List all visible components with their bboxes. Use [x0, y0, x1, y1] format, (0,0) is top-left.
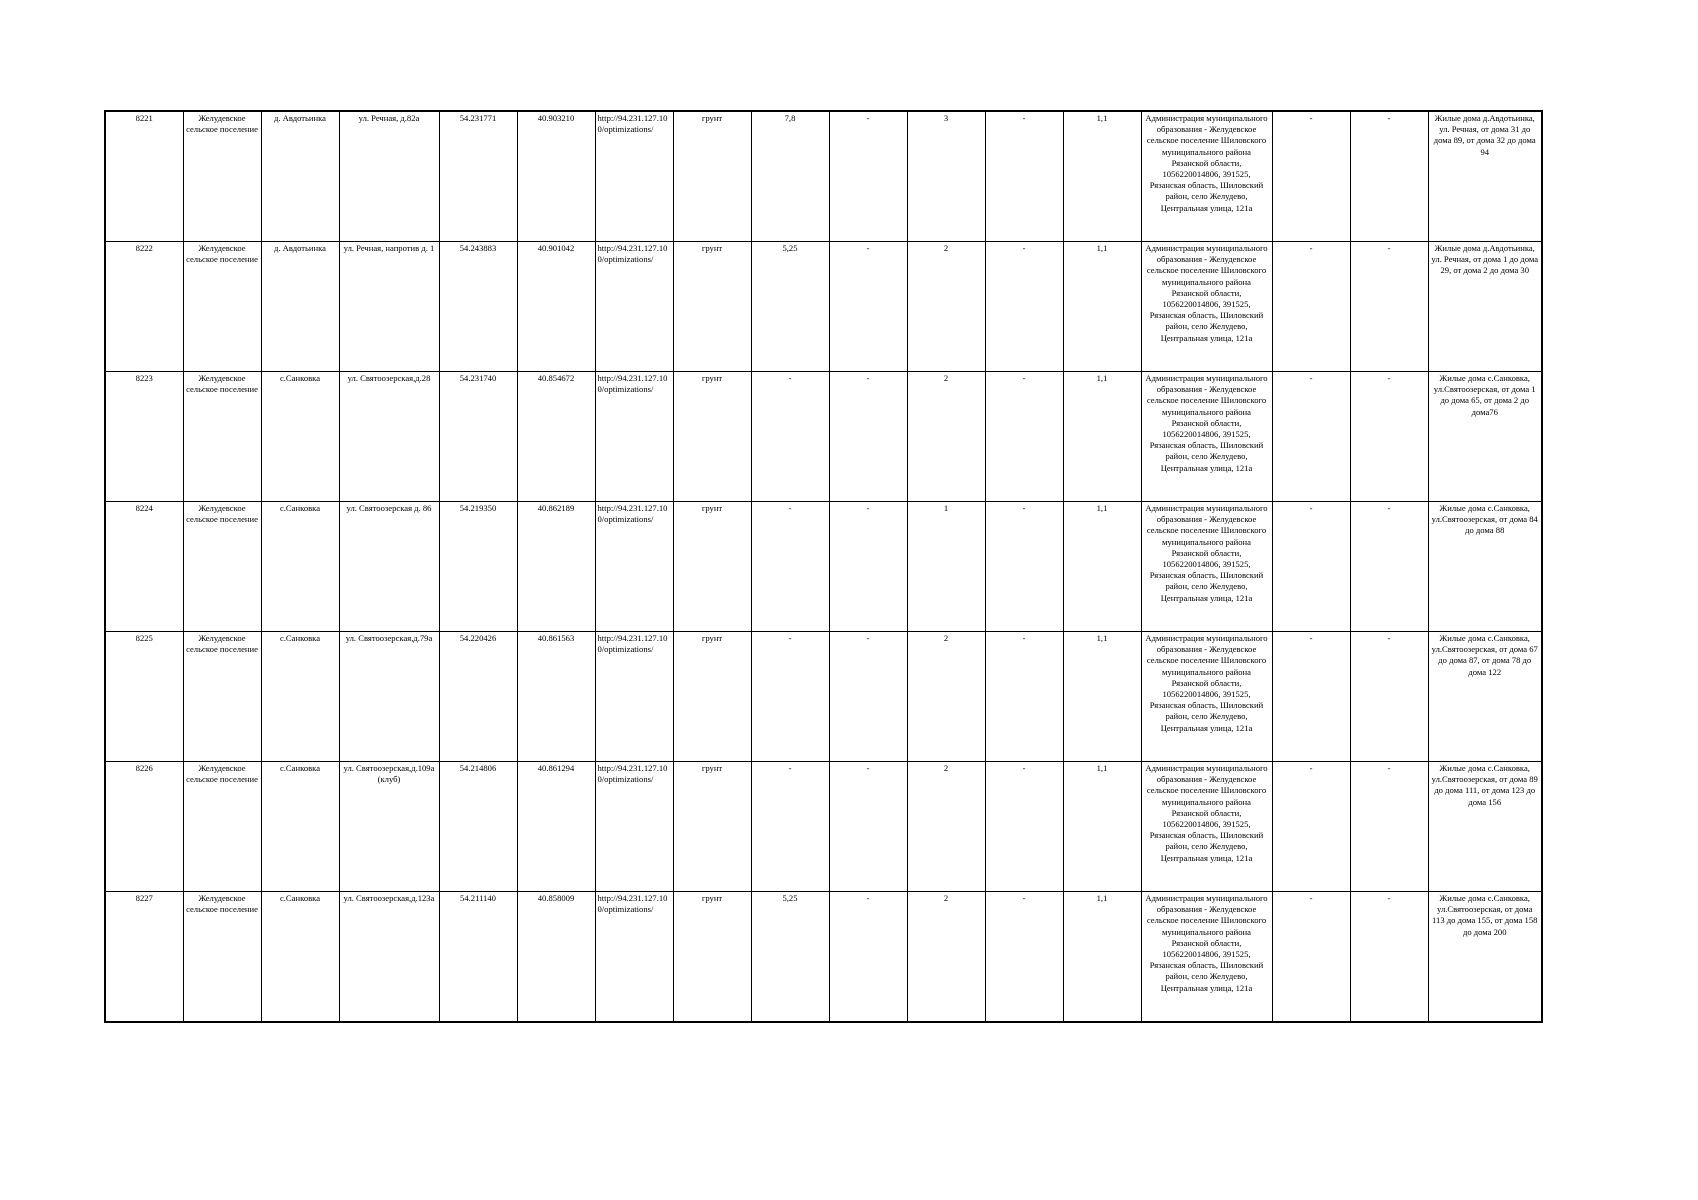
cell-col15: -: [1272, 762, 1350, 892]
registry-table: [104, 110, 1543, 1023]
cell-volume: 1,1: [1063, 502, 1141, 632]
cell-sources: Жилые дома с.Санковка, ул.Святоозерская, от дома 89 до дома 111, от дома 123 до дома 156: [1428, 762, 1542, 892]
cell-area: -: [751, 502, 829, 632]
cell-col15: -: [1272, 502, 1350, 632]
cell-latitude: 54.211140: [439, 892, 517, 1023]
cell-surface: грунт: [673, 762, 751, 892]
cell-col16: -: [1350, 372, 1428, 502]
cell-col10: -: [829, 372, 907, 502]
cell-id: 8222: [105, 242, 183, 372]
cell-link[interactable]: http://94.231.127.100/optimizations/: [595, 892, 673, 1023]
cell-col10: -: [829, 502, 907, 632]
cell-sources: Жилые дома с.Санковка, ул.Святоозерская, от дома 67 до дома 87, от дома 78 до дома 122: [1428, 632, 1542, 762]
cell-settlement: Желудевское сельское поселение: [183, 111, 261, 242]
cell-id: 8224: [105, 502, 183, 632]
cell-area: -: [751, 372, 829, 502]
cell-col15: -: [1272, 111, 1350, 242]
cell-volume: 1,1: [1063, 372, 1141, 502]
cell-col10: -: [829, 762, 907, 892]
cell-longitude: 40.858009: [517, 892, 595, 1023]
table-row: [105, 892, 1542, 1023]
cell-locality: д. Авдотьинка: [261, 111, 339, 242]
cell-address: ул. Речная, напротив д. 1: [339, 242, 439, 372]
cell-col16: -: [1350, 111, 1428, 242]
cell-longitude: 40.862189: [517, 502, 595, 632]
cell-containers: 2: [907, 632, 985, 762]
cell-settlement: Желудевское сельское поселение: [183, 502, 261, 632]
cell-latitude: 54.214806: [439, 762, 517, 892]
cell-col15: -: [1272, 892, 1350, 1023]
cell-settlement: Желудевское сельское поселение: [183, 372, 261, 502]
cell-col12: -: [985, 372, 1063, 502]
cell-locality: с.Санковка: [261, 502, 339, 632]
cell-longitude: 40.903210: [517, 111, 595, 242]
cell-col12: -: [985, 892, 1063, 1023]
cell-surface: грунт: [673, 632, 751, 762]
table-row: [105, 502, 1542, 632]
cell-col12: -: [985, 502, 1063, 632]
table-row: [105, 632, 1542, 762]
table-row: [105, 762, 1542, 892]
cell-longitude: 40.861294: [517, 762, 595, 892]
cell-col15: -: [1272, 242, 1350, 372]
cell-locality: с.Санковка: [261, 372, 339, 502]
cell-link[interactable]: http://94.231.127.100/optimizations/: [595, 502, 673, 632]
cell-longitude: 40.861563: [517, 632, 595, 762]
cell-id: 8225: [105, 632, 183, 762]
cell-containers: 2: [907, 372, 985, 502]
cell-col12: -: [985, 762, 1063, 892]
cell-locality: д. Авдотьинка: [261, 242, 339, 372]
cell-containers: 2: [907, 892, 985, 1023]
cell-col15: -: [1272, 632, 1350, 762]
cell-volume: 1,1: [1063, 632, 1141, 762]
cell-address: ул. Святоозерская,д.123а: [339, 892, 439, 1023]
cell-sources: Жилые дома с.Санковка, ул.Святоозерская, от дома 84 до дома 88: [1428, 502, 1542, 632]
cell-col12: -: [985, 111, 1063, 242]
cell-settlement: Желудевское сельское поселение: [183, 762, 261, 892]
cell-locality: с.Санковка: [261, 632, 339, 762]
cell-col16: -: [1350, 242, 1428, 372]
cell-latitude: 54.219350: [439, 502, 517, 632]
cell-sources: Жилые дома д.Авдотьинка, ул. Речная, от дома 1 до дома 29, от дома 2 до дома 30: [1428, 242, 1542, 372]
cell-area: -: [751, 632, 829, 762]
cell-containers: 3: [907, 111, 985, 242]
cell-col10: -: [829, 242, 907, 372]
cell-link[interactable]: http://94.231.127.100/optimizations/: [595, 111, 673, 242]
cell-id: 8226: [105, 762, 183, 892]
cell-col12: -: [985, 242, 1063, 372]
cell-col10: -: [829, 632, 907, 762]
cell-col16: -: [1350, 502, 1428, 632]
cell-area: -: [751, 762, 829, 892]
cell-surface: грунт: [673, 502, 751, 632]
cell-surface: грунт: [673, 111, 751, 242]
cell-area: 5,25: [751, 242, 829, 372]
cell-address: ул. Речная, д.82а: [339, 111, 439, 242]
cell-address: ул. Святоозерская,д.79а: [339, 632, 439, 762]
table-row: [105, 111, 1542, 242]
cell-containers: 1: [907, 502, 985, 632]
cell-link[interactable]: http://94.231.127.100/optimizations/: [595, 632, 673, 762]
cell-address: ул. Святоозерская,д.28: [339, 372, 439, 502]
cell-link[interactable]: http://94.231.127.100/optimizations/: [595, 242, 673, 372]
cell-area: 5,25: [751, 892, 829, 1023]
cell-settlement: Желудевское сельское поселение: [183, 632, 261, 762]
cell-latitude: 54.231740: [439, 372, 517, 502]
cell-surface: грунт: [673, 372, 751, 502]
cell-owner: Администрация муниципального образования - Желудевское сельское поселение Шиловского муниципального района Рязанской области, 1056220014806, 391525, Рязанская область, Шиловский район, село Желудево, Центральная улица, 121а: [1141, 892, 1272, 1023]
cell-surface: грунт: [673, 242, 751, 372]
cell-latitude: 54.231771: [439, 111, 517, 242]
cell-containers: 2: [907, 242, 985, 372]
cell-volume: 1,1: [1063, 762, 1141, 892]
cell-col15: -: [1272, 372, 1350, 502]
cell-volume: 1,1: [1063, 111, 1141, 242]
cell-link[interactable]: http://94.231.127.100/optimizations/: [595, 762, 673, 892]
cell-link[interactable]: http://94.231.127.100/optimizations/: [595, 372, 673, 502]
cell-col10: -: [829, 892, 907, 1023]
cell-address: ул. Святоозерская,д.109а (клуб): [339, 762, 439, 892]
cell-col10: -: [829, 111, 907, 242]
cell-volume: 1,1: [1063, 242, 1141, 372]
cell-settlement: Желудевское сельское поселение: [183, 892, 261, 1023]
table-row: [105, 242, 1542, 372]
cell-area: 7,8: [751, 111, 829, 242]
cell-col16: -: [1350, 632, 1428, 762]
cell-containers: 2: [907, 762, 985, 892]
cell-locality: с.Санковка: [261, 892, 339, 1023]
cell-sources: Жилые дома д.Авдотьинка, ул. Речная, от дома 31 до дома 89, от дома 32 до дома 94: [1428, 111, 1542, 242]
cell-col12: -: [985, 632, 1063, 762]
cell-owner: Администрация муниципального образования - Желудевское сельское поселение Шиловского муниципального района Рязанской области, 1056220014806, 391525, Рязанская область, Шиловский район, село Желудево, Центральная улица, 121а: [1141, 502, 1272, 632]
cell-owner: Администрация муниципального образования - Желудевское сельское поселение Шиловского муниципального района Рязанской области, 1056220014806, 391525, Рязанская область, Шиловский район, село Желудево, Центральная улица, 121а: [1141, 372, 1272, 502]
cell-owner: Администрация муниципального образования - Желудевское сельское поселение Шиловского муниципального района Рязанской области, 1056220014806, 391525, Рязанская область, Шиловский район, село Желудево, Центральная улица, 121а: [1141, 242, 1272, 372]
cell-surface: грунт: [673, 892, 751, 1023]
cell-owner: Администрация муниципального образования - Желудевское сельское поселение Шиловского муниципального района Рязанской области, 1056220014806, 391525, Рязанская область, Шиловский район, село Желудево, Центральная улица, 121а: [1141, 632, 1272, 762]
table-row: [105, 372, 1542, 502]
cell-owner: Администрация муниципального образования - Желудевское сельское поселение Шиловского муниципального района Рязанской области, 1056220014806, 391525, Рязанская область, Шиловский район, село Желудево, Центральная улица, 121а: [1141, 762, 1272, 892]
cell-sources: Жилые дома с.Санковка, ул.Святоозерская, от дома 1 до дома 65, от дома 2 до дома76: [1428, 372, 1542, 502]
cell-latitude: 54.243883: [439, 242, 517, 372]
cell-address: ул. Святоозерская д. 86: [339, 502, 439, 632]
cell-col16: -: [1350, 892, 1428, 1023]
cell-id: 8221: [105, 111, 183, 242]
cell-locality: с.Санковка: [261, 762, 339, 892]
cell-owner: Администрация муниципального образования - Желудевское сельское поселение Шиловского муниципального района Рязанской области, 1056220014806, 391525, Рязанская область, Шиловский район, село Желудево, Центральная улица, 121а: [1141, 111, 1272, 242]
cell-sources: Жилые дома с.Санковка, ул.Святоозерская, от дома 113 до дома 155, от дома 158 до дома 200: [1428, 892, 1542, 1023]
cell-id: 8227: [105, 892, 183, 1023]
cell-longitude: 40.901042: [517, 242, 595, 372]
cell-latitude: 54.220426: [439, 632, 517, 762]
cell-volume: 1,1: [1063, 892, 1141, 1023]
registry-rows: [105, 111, 1542, 1022]
cell-settlement: Желудевское сельское поселение: [183, 242, 261, 372]
cell-col16: -: [1350, 762, 1428, 892]
cell-id: 8223: [105, 372, 183, 502]
cell-longitude: 40.854672: [517, 372, 595, 502]
